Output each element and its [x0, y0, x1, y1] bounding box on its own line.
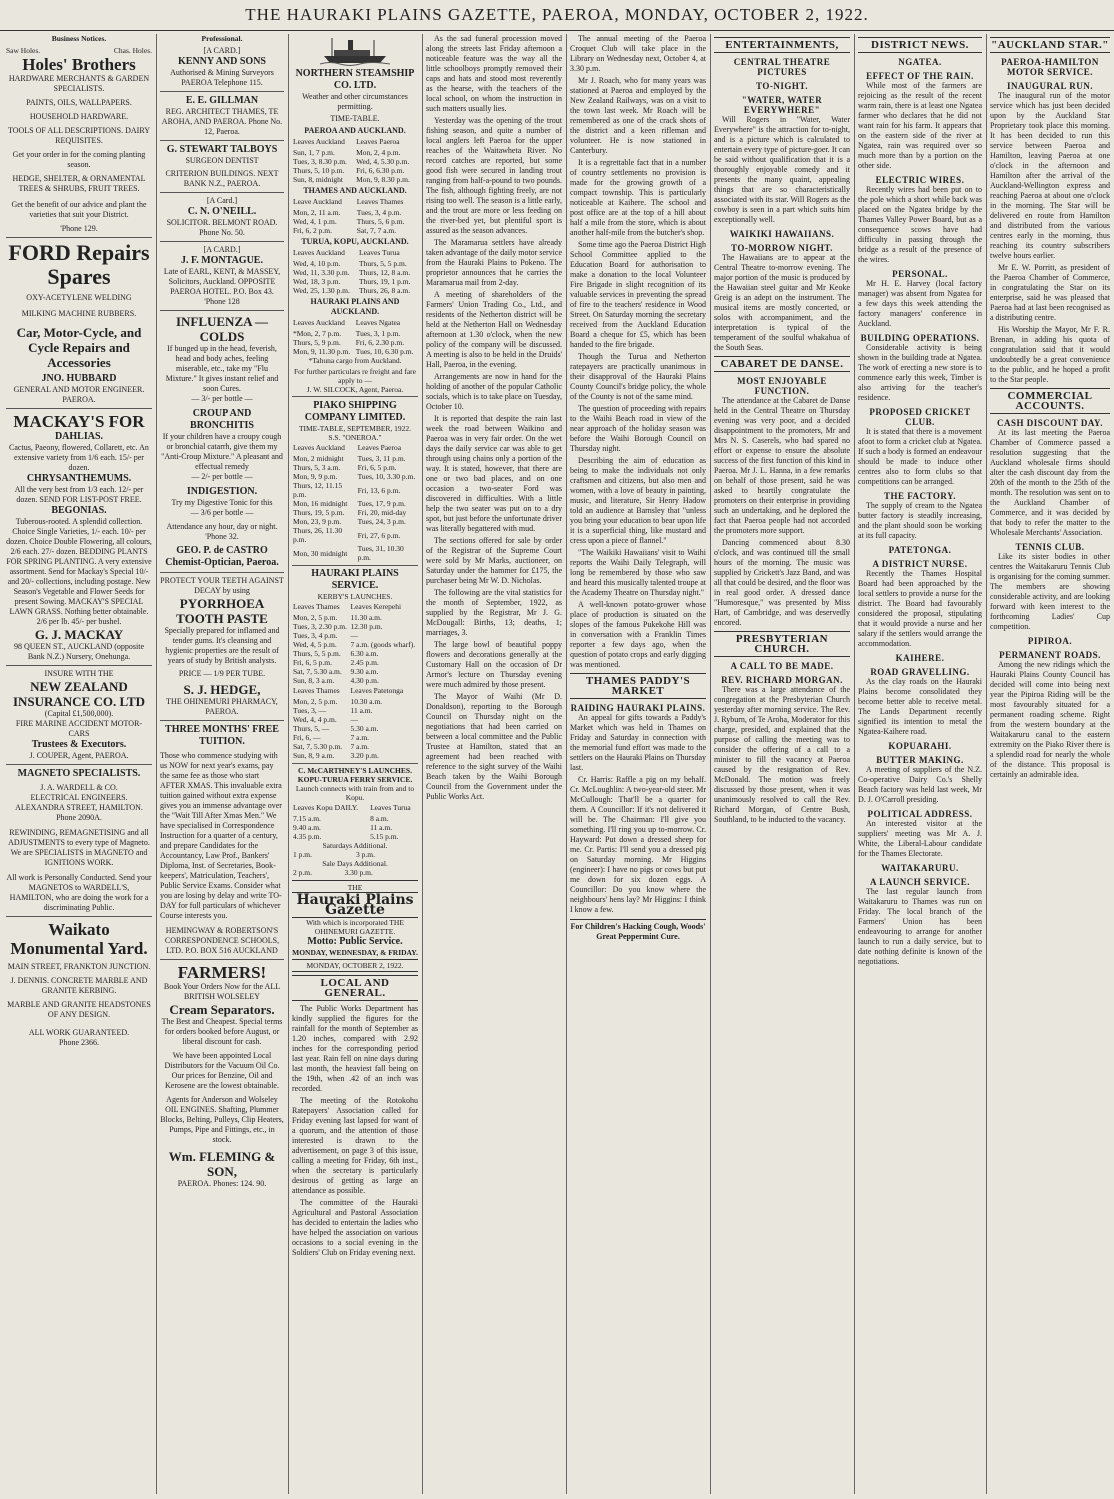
ad-line: Authorised & Mining Surveyors PAEROA Telephone 115. [170, 68, 274, 87]
paragraph: Among the new ridings which the Hauraki Plains County Council has decided will come into being next year the Pipiroa Riding will be the most favourably situated for a permanent roading scheme. Right from the western boundary at the Waitakaruru canal to the eastern extremity on the Piako River there is a splendid road for nearly the whole of the distance. This proposal is certainly an admirable idea. [990, 660, 1110, 779]
ad-title: CROUP AND BRONCHITIS [190, 408, 254, 431]
mackay-ad [6, 409, 152, 666]
ad-price: — 3/- per bottle — [191, 394, 253, 403]
paragraph: A meeting of suppliers of the N.Z. Co-operative Dairy Co.'s Shelly Beach factory was held last week, Mr D. J. O'Carroll presiding. [858, 765, 982, 804]
article-subhead: PERMANENT ROADS. [999, 650, 1101, 660]
article-subhead: TENNIS CLUB. [1015, 542, 1085, 552]
ad-line: If your children have a croupy cough or bronchial catarrh, give them my "Anti-Croup Mixture." A pleasant and effectual remedy [161, 432, 283, 471]
toothpaste-ad [160, 573, 284, 721]
article-subhead: BUTTER MAKING. [876, 755, 964, 765]
kenny-card [160, 43, 284, 92]
ad-line: For further particulars re freight and fare apply to — [293, 367, 417, 385]
section-heading: DISTRICT NEWS. [858, 37, 982, 53]
ad-phone: 'Phone 129. [60, 224, 98, 233]
paragraph: Yesterday was the opening of the trout fishing season, and quite a number of local anglers left Paeroa for the upper reaches of the Waitawheta River. No record catches are reported, but some good fish were secured in landing trout ranging from half-a-pound to two pounds. The fish, although fighting freely, are not rising too well. The season is a little early, and the trout are more or less feeding on the river-bed yet, but plentiful sport is assured as the season advances. [426, 116, 562, 235]
oneill-card [160, 193, 284, 242]
timetable: Leaves Thames Leaves Kerepehi Mon, 2, 5 p.m. 11.30 a.m. Tues, 3, 2.30 p.m. 12.30 p.m. Tues, 3, 4 p.m. — Wed, 4, 5 p.m. 7 a.m. (goods wharf). Thurs, 5, 5 p.m. 6.30 a.m. Fri, 6, 5 p.m. 2.45 p.m. Sat, 7, 5.30 a.m. 9.30 a.m. Sun, 8, 3 a.m. 4.30 p.m. Leaves Thames Leaves Patetonga Mon, 2, 5 p.m. 10.30 a.m. Tues, 3, — 11 a.m. Wed, 4, 4 p.m. — Thurs, 5, — 5.30 a.m. Fri, 6, — 7 a.m. Sat, 7, 5.30 p.m. 7 a.m. Sun, 8, 9 a.m. 3.20 p.m. [292, 601, 418, 760]
paragraph: Considerable activity is being shown in the building trade at Ngatea. The work of erecting a new store is to commence early this week, Timber is also arriving for the teacher's residence. [858, 343, 982, 402]
paragraph: The supply of cream to the Ngatea butter factory is steadily increasing, and the plant should soon be working at its full capacity. [858, 501, 982, 540]
article-subhead: ELECTRIC WIRES. [875, 175, 965, 185]
ad-price: PRICE — 1/9 PER TUBE. [178, 669, 266, 678]
ad-line: 98 QUEEN ST., AUCKLAND (opposite Bank N.Z.) Nursery, Onehunga. [13, 642, 145, 661]
table-row: Tues, 3, 4 p.m. — [293, 631, 358, 640]
ad-title: MACKAY'S FOR [13, 412, 145, 431]
section-heading: ENTERTAINMENTS, [714, 37, 850, 53]
holes-name: Saw Holes. [6, 46, 41, 55]
article-subhead: "WATER, WATER EVERYWHERE" [741, 95, 823, 115]
ad-line: PAINTS, OILS, WALLPAPERS. [26, 98, 132, 107]
ad-title: C. McCARTHNEY'S LAUNCHES. KOPU-TURUA FERRY SERVICE. [292, 763, 418, 784]
table-row: Thurs, 5, — 5.30 a.m. [293, 724, 379, 733]
nameplate-line: With which is incorporated THE OHINEMURI GAZETTE. [306, 918, 404, 936]
table-row: Wed, 25, 1.30 p.m. Thurs, 26, 8 a.m. [293, 286, 411, 295]
table-row: Tues, 3, 2.30 p.m. 12.30 p.m. [293, 622, 383, 631]
ad-title: Wm. FLEMING & SON, [168, 1149, 276, 1179]
ad-title: Spares [47, 264, 111, 289]
paragraph: The large bowl of beautiful poppy flowers and decorations generally at the Customary Hall on the occasion of Dr Armor's lecture on Thursday evening were much admired by those present. [426, 640, 562, 689]
timetable-header: Leaves Auckland [293, 137, 345, 146]
column-rule [566, 34, 567, 1494]
column-local-news [426, 34, 562, 1492]
table-row: Thurs, 19, 5 p.m. Fri, 20, mid-day [293, 508, 407, 517]
ad-line: SURGEON DENTIST [185, 156, 259, 165]
paragraph: It is reported that despite the rain last week the road between Waikino and Paeroa was in very fair order. On the wet days the daily service car was able to get through using chains only a portion of the way. It is stated, however, that there are one or two bad places, and on one occasion a two-seater Ford was discovered in difficulties. With a little help the two seater was put on to a dry spot, but just before the unfortunate driver was literally begattered with mud. [426, 414, 562, 533]
table-row: Sun, 8, 3 a.m. 4.30 p.m. [293, 676, 379, 685]
route-heading: THAMES AND AUCKLAND. [303, 186, 407, 195]
district-heading: PIPIROA. [1027, 636, 1073, 646]
ad-line: Those who commence studying with us NOW for next year's exams, pay the same fee as those who start AFTER XMAS. This invaluable extra tuition gained without extra expense gives you an immense advantage over the "Wait Till After Xmas Men." We have specialised in Correspondence Instruction for a quarter of a century, and prepare Candidates for the Accountancy, Law Prof., Bankers' Diploma, Inst. of Secretaries, Book-keepers', Matriculation, Teachers', Public Service Exams. Consider what you are losing by delay and write TO-DAY for full particulars of whichever Course interests you. [160, 751, 282, 920]
ad-title: PYORRHOEA TOOTH PASTE [176, 596, 268, 626]
ad-line: J. COUPER, Agent, PAEROA. [29, 751, 129, 760]
holes-brothers-ad [6, 43, 152, 238]
table-row: Thurs, 5, 3 a.m. Fri, 6, 5 p.m. [293, 463, 397, 472]
section-heading: LOCAL AND GENERAL. [292, 975, 418, 1001]
timetable-note: *Tahuna cargo from Auckland. [308, 356, 402, 365]
ad-line: REWINDING, REMAGNETISING and all ADJUSTMENTS to every type of Magneto. We are SPECIALISTS in MAGNETO and IGNITIONS WORK. [8, 828, 150, 867]
paragraph: The Maramarua settlers have already taken advantage of the daily motor service from the Hauraki Plains to Pokeno. The proprietor announces that he carries the Maramarua mail from 2-day. [426, 238, 562, 287]
table-row: Mon, 2 midnight Tues, 3, 11 p.m. [293, 454, 406, 463]
table-row: Sun, 8, 9 a.m. 3.20 p.m. [293, 751, 379, 760]
district-heading: KOPUARAHI. [888, 741, 952, 751]
paragraph: The inaugural run of the motor service which has just been decided upon by the Auckland Star Proprietary took place this morning. It has been decided to run this service between Paeroa and Hamilton, leaving Paeroa at one o'clock in the afternoon and Hamilton after the arrival of the Auckland-Wellington express and reaching Paeroa at about one o'clock in the morning. The Star will be delivered en route from Hamilton and distributed from the various centres early in the morning, thus reaching its country subscribers twelve hours earlier. [990, 91, 1110, 260]
nameplate-motto: Motto: Public Service. [307, 936, 403, 947]
table-row: Wed, 18, 3 p.m. Thurs, 19, 1 p.m. [293, 277, 411, 286]
table-row: Wed, 11, 3.30 p.m. Thurs, 12, 8 a.m. [293, 268, 411, 277]
ad-line: Attendance any hour, day or night. 'Phone 32. [166, 522, 278, 541]
timetable-title: TIME-TABLE. [330, 114, 380, 123]
ad-line: ALL WORK GUARANTEED. [28, 1028, 130, 1037]
article-body [292, 1004, 418, 1258]
ad-line: MAIN STREET, FRANKTON JUNCTION. [7, 962, 151, 971]
dateline: MONDAY, OCTOBER 2, 1922. [292, 959, 418, 972]
table-row: Mon, 2, 5 p.m. 10.30 a.m. [293, 697, 383, 706]
table-row: Mon, 9, 9 p.m. Tues, 10, 3.30 p.m. [293, 472, 416, 481]
ad-line: PROTECT YOUR TEETH AGAINST DECAY by using [160, 576, 284, 595]
column-local-news-2 [570, 34, 706, 1492]
ad-line: Specially prepared for inflamed and tender gums. It's cleansing and hygienic properties are the result of years of study by British analysts. [164, 626, 280, 665]
district-heading: PATETONGA. [888, 545, 952, 555]
paragraph: The Mayor of Waihi (Mr D. Donaldson), reporting to the Borough Council on Thursday night on the negotiations that had been carried on between a local committee and the Public Trustee at Hamilton, stated that an agreement had been reached with reference to the sight survey of the Waihi Beach taken by the Waihi Borough Council from the Government under the Public Works Act. [426, 692, 562, 801]
ad-title: JNO. HUBBARD [41, 373, 117, 384]
table-row: Fri, 6, — 7 a.m. [293, 733, 370, 742]
article-headline: CABARET DE DANSE. [714, 356, 850, 372]
ford-ad [6, 238, 152, 409]
ad-line: ELECTRICAL ENGINEERS. ALEXANDRA STREET, HAMILTON. Phone 2090A. [15, 793, 143, 822]
article-subhead: CENTRAL THEATRE PICTURES [733, 57, 831, 77]
ad-price: — 2/- per bottle — [191, 472, 253, 481]
route-heading: HAURAKI PLAINS AND AUCKLAND. [310, 297, 400, 316]
ad-line: All the very best from 1/3 each. 12/- per dozen. SEND FOR LIST-POST FREE. [14, 485, 144, 504]
ad-line: TIME-TABLE, SEPTEMBER, 1922. S.S. "ONEROA." [298, 424, 412, 442]
paragraph: The following are the vital statistics for the month of September, 1922, as supplied by the Registrar, Mr J. G. McDougall: Births, 13; deaths, 1; marriages, 3. [426, 588, 562, 637]
ad-title: J. F. MONTAGUE. [181, 255, 263, 266]
article-headline: THAMES PADDY'S MARKET [570, 673, 706, 699]
ad-line: (Capital £1,500,000). [44, 709, 114, 718]
ad-title: THREE MONTHS' FREE TUITION. [165, 724, 279, 747]
paragraph: An appeal for gifts towards a Paddy's Market which was held in Thames on Friday and Saturday in connection with the memorial fund effort was made to the settlers on the Hauraki Plains on Thursday last. [570, 713, 706, 772]
ad-title: INDIGESTION. [186, 486, 258, 497]
column-rule [288, 34, 289, 1494]
paragraph: The committee of the Hauraki Agricultural and Pastoral Association has decided to entertain the ladies who have helped the association on various occasions to a social evening in the Soldiers' Club on Friday evening next. [292, 1198, 418, 1257]
article-subhead: PERSONAL. [892, 269, 948, 279]
ad-title: NEW ZEALAND INSURANCE CO. LTD [12, 679, 146, 709]
ad-line: MARBLE AND GRANITE HEADSTONES OF ANY DESIGN. [7, 1000, 151, 1019]
ad-title: MAGNETO SPECIALISTS. [17, 768, 141, 779]
insurance-ad [6, 666, 152, 765]
paragraph: Describing the aim of education as being to make the individuals not only craftsmen and citizens, but also men and women, with a love of beauty in painting, music, and literature, Sir Henry Hadow told an audience at Barnsley that "unless you bring your education to bear upon life it is a superficial thing, like mustard and cress upon a piece of flannel." [570, 456, 706, 545]
farmers-ad [160, 960, 284, 1192]
card-label: [A Card.] [206, 196, 238, 205]
ad-line: Try my Digestive Tonic for this [171, 498, 273, 507]
monumental-ad [6, 917, 152, 1051]
chemist-ad [160, 311, 284, 573]
timetable-note: Saturdays Additional. [322, 841, 388, 850]
article-subhead: REV. RICHARD MORGAN. [721, 675, 843, 685]
timetable: Leaves Auckland Leaves Paeroa Mon, 2 midnight Tues, 3, 11 p.m. Thurs, 5, 3 a.m. Fri, 6, 5 p.m. Mon, 9, 9 p.m. Tues, 10, 3.30 p.m. Thurs, 12, 11.15 p.m. Fri, 13, 6 p.m. Mon, 16 midnight Tues, 17, 9 p.m. Thurs, 19, 5 p.m. Fri, 20, mid-day Mon, 23, 9 p.m. Tues, 24, 3 p.m. Thurs, 26, 11.30 p.m. Fri, 27, 6 p.m. Mon, 30 midnight Tues, 31, 10.30 p.m. [292, 442, 418, 562]
ad-line: J. W. SILCOCK, Agent, Paeroa. [292, 385, 418, 397]
route-heading: PAEROA AND AUCKLAND. [304, 126, 406, 135]
paragraph: It is a regrettable fact that in a number of country settlements no provision is made for the growing growth of a compact township. This is particularly noticeable at Kaihere. The school and post office are at the top of a hill about half a mile from the store, which is about another half-mile from the butcher's shop. [570, 158, 706, 237]
nameplate-the: THE [347, 883, 363, 892]
ad-phone: Phone 2366. [59, 1038, 99, 1047]
ad-title: Waikato Monumental Yard. [10, 920, 148, 958]
paragraph: Will Rogers in "Water, Water Everywhere" is the attraction for to-night, and is a picture which is calculated to entertain every type of picture-goer. It can be said without qualification that it is a thoroughly enjoyable comedy and it presents the many quaint, appealing things that are so characteristically associated with its star. Will Rogers as the cowboy is seen in a part which suits him exceptionally well. [714, 115, 850, 224]
ad-line: All work is Personally Conducted. Send your MAGNETOS to WARDELL'S, HAMILTON, who are doing the work for a discriminating Public. [6, 873, 152, 912]
ad-line: J. A. WARDELL & CO. [40, 783, 118, 792]
column-entertainments [714, 34, 850, 1492]
ad-title: Car, Motor-Cycle, and Cycle Repairs and Accessories [16, 325, 142, 370]
article-subhead: PAEROA-HAMILTON MOTOR SERVICE. [1001, 57, 1099, 77]
table-row: Mon, 2, 5 p.m. 11.30 a.m. [293, 613, 382, 622]
paragraph: The sections offered for sale by order of the Registrar of the Supreme Court were sold by Mr Marks, auctioneer, on Saturday under the hammer for £175, the purchaser being Mr W. D. Nicholas. [426, 536, 562, 585]
ad-line: Launch connects with train from and to Kopu. [295, 784, 415, 802]
ad-title: PIAKO SHIPPING COMPANY LIMITED. [304, 400, 406, 423]
ad-title: INFLUENZA — COLDS [175, 314, 269, 344]
article-subhead: CASH DISCOUNT DAY. [997, 418, 1103, 428]
table-row: Tues, 3, — 11 a.m. [293, 706, 373, 715]
gillman-card [160, 92, 284, 141]
table-row: Sun, 8, midnight Mon, 9, 8.30 p.m. [293, 175, 410, 184]
timetable: Leaves Auckland Leaves Ngatea *Mon, 2, 7 p.m. Tues, 3, 1 p.m. Thurs, 5, 9 p.m. Fri, 6, 2.30 p.m. Mon, 9, 11.30 p.m. Tues, 10, 6.30 p.m. [292, 317, 418, 356]
article-subhead: WAIKIKI HAWAIIANS. [729, 229, 835, 239]
article-headline: "AUCKLAND STAR." [991, 39, 1109, 51]
paragraph: Mr E. W. Porritt, as president of the Paeroa Chamber of Commerce, in congratulating the Star on its enterprise, said he was pleased that Paeroa had at last been recognised as a distributing centre. [990, 263, 1110, 322]
table-row: Wed, 4, 5 p.m. 7 a.m. (goods wharf). [293, 640, 416, 649]
article-subhead: INAUGURAL RUN. [1006, 81, 1093, 91]
timetable [292, 850, 418, 859]
ad-line: Late of EARL, KENT, & MASSEY, Solicitors, Auckland. OPPOSITE PAEROA HOTEL. P.O. Box 43. 'Phone 128 [163, 267, 281, 306]
timetable-header: Leaves Paeroa [356, 137, 400, 146]
ad-title: KENNY AND SONS [178, 56, 266, 67]
column-rule [986, 34, 987, 1494]
paragraph: There was a large attendance of the congregation at the Presbyterian Church yesterday after morning service. The Rev. J. Ryburn, of Te Aroha, Moderator for this charge, presided, and explained that the purpose of calling the meeting was to consider the offering of a call to a minister to fill the vacancy at Paeroa caused by the resignation of Rev. McDonald. The motion was freely discussed by those present, when it was unanimously resolved to call the Rev. Richard Morgan, of Centre Bush, Southland, to be inducted to the vacancy. [714, 685, 850, 824]
column-business-notices [6, 34, 152, 1492]
table-row: Thurs, 5, 5 p.m. 6.30 a.m. [293, 649, 379, 658]
ad-subtitle: DAHLIAS. [54, 431, 104, 442]
table-row: *Mon, 2, 7 p.m. Tues, 3, 1 p.m. [293, 329, 401, 338]
article-subhead: EFFECT OF THE RAIN. [866, 71, 974, 81]
ad-subtitle: Trustees & Executors. [31, 739, 127, 750]
table-row: Wed, 4, 10 p.m. Thurs, 5, 5 p.m. [293, 259, 407, 268]
magneto-ad [6, 765, 152, 917]
table-row: Wed, 4, 4 p.m. — [293, 715, 358, 724]
ad-subtitle: CHRYSANTHEMUMS. [26, 473, 132, 484]
district-heading: WAITAKARURU. [881, 863, 959, 873]
column-shipping-local [292, 34, 418, 1492]
paragraph: It is stated that there is a movement afoot to form a cricket club at Ngatea. If such a body is formed an endeavour should be made to induce other centres also to form clubs so that competitions can be arranged. [858, 427, 982, 486]
ad-line: MILKING MACHINE RUBBERS. [21, 309, 137, 318]
cough-cure-ad: For Children's Hacking Cough, Woods' Great Peppermint Cure. [570, 919, 706, 942]
table-row: Wed, 4, 1 p.m. Thurs, 5, 6 p.m. [293, 217, 405, 226]
table-row: Mon, 30 midnight Tues, 31, 10.30 p.m. [293, 544, 404, 562]
ad-line: Weather and other circumstances permitting. [302, 92, 408, 111]
column-rule [854, 34, 855, 1494]
table-row: Sun, 1, 7 p.m. Mon, 2, 4 p.m. [293, 148, 401, 157]
ad-line: REG. ARCHITECT THAMES, TE AROHA, AND PAEROA. Phone No. 12, Paeroa. [161, 107, 283, 136]
table-row: 2 p.m. 3.30 p.m. [293, 868, 373, 877]
paragraph: As the clay roads on the Hauraki Plains become consolidated they become better able to receive metal. The Lands Department recently signified its intention to metal the Ngatea-Kaihere road. [858, 677, 982, 736]
paragraph: Some time ago the Paeroa District High School Committee applied to the Education Board for authorisation to make a donation to the local Volunteer Fire Brigade in slight recognition of its valuable services in preventing the spread of fire to the teachers' residence in Wood Street. On Saturday morning the secretary received from the Auckland Education Board a cheque for £5, which has been handed to the fire brigade. [570, 240, 706, 349]
ad-line: TOOLS OF ALL DESCRIPTIONS. DAIRY REQUISITES. [7, 126, 150, 145]
paragraph: The meeting of the Rotokohu Ratepayers' Association called for Friday evening last lapsed for want of a quorum, and the attention of those interested is drawn to the advertisement, on page 3 of this issue, calling a meeting for Friday, 6th inst., when the secretary is particularly desirous of getting as large an attendance as possible. [292, 1096, 418, 1195]
ad-title: GEO. P. de CASTRO Chemist-Optician, Paeroa. [165, 545, 279, 568]
table-row: Mon, 23, 9 p.m. Tues, 24, 3 p.m. [293, 517, 406, 526]
paragraph: As the sad funeral procession moved along the streets last Friday afternoon a noticeable feature was the way all the little schoolboys promptly removed their caps and hats and stood most reverently as the hearse, with the teachers of the local school, on whom the instruction in such matters usually lies. [426, 34, 562, 113]
route-heading: TURUA, KOPU, AUCKLAND. [301, 237, 409, 246]
article-subhead: MOST ENJOYABLE FUNCTION. [737, 376, 827, 396]
paragraph: An interested visitor at the suppliers' meeting was Mr A. J. White, the Liberal-Labour candidate for the Thames Electorate. [858, 819, 982, 858]
article-subhead: A LAUNCH SERVICE. [870, 877, 970, 887]
paragraph: While most of the farmers are rejoicing as the result of the recent warm rain, there is at least one Ngatea farmer who declares that he did not want rain for his farm. It appears that on the eastern side of the river at Ngatea, rain was required over so much more than by a portion on the other side. [858, 81, 982, 170]
table-row: Thurs, 5, 10 p.m. Fri, 6, 6.30 p.m. [293, 166, 405, 175]
section-label: Business Notices. [51, 34, 107, 43]
paragraph: The Public Works Department has kindly supplied the figures for the rainfall for the month of September as 1.20 inches, compared with 2.92 inches for the corresponding period last year. Rain fell on nine days during last month, the heaviest fall being on the 19th, when .42 of an inch was recorded. [292, 1004, 418, 1093]
district-heading: KAIHERE. [895, 653, 945, 663]
ad-line: Cactus, Paeony, flowered, Collarett, etc. An extensive variety from 1/6 each. 15/- per dozen. [9, 443, 149, 472]
paragraph: Like its sister bodies in other centres the Waitakaruru Tennis Club is organising for the coming summer. The members are showing considerable activity, and are looking forward with keen interest to the forthcoming Ladies' Cup competition. [990, 552, 1110, 631]
paragraph: The question of proceeding with repairs to the Waihi Beach road in view of the near approach of the holiday season was before the Waihi Borough Council on Thursday night. [570, 404, 706, 453]
ad-line: THE OHINEMURI PHARMACY, PAEROA. [166, 697, 278, 716]
steamship-icon [320, 36, 390, 66]
column-professional [160, 34, 284, 1492]
table-row: 9.40 a.m. 11 a.m. [293, 823, 393, 832]
ad-title: HAURAKI PLAINS SERVICE. [292, 565, 418, 592]
ad-title: C. N. O'NEILL. [187, 206, 257, 217]
paragraph: The last regular launch from Waitakaruru to Thames was run on Friday. The local branch of the Farmers' Union has been endeavouring to arrange for another launch to run a daily service, but to date nothing definite is known of the negotiations. [858, 887, 982, 966]
column-district-news [858, 34, 982, 1492]
ad-line: If bunged up in the head, feverish, head and body aches, feeling miserable, etc., take my "Flu Mixture." It gives instant relief and soon Cures. [165, 344, 279, 393]
article-headline: COMMERCIAL ACCOUNTS. [990, 388, 1110, 414]
paragraph: Recently wires had been put on to the pole which a short while back was placed on the Ngatea bridge by the Thames Valley Power Board, but as a consequence scows have had difficulty in passing through the bridge as a result of the presence of the wires. [858, 185, 982, 264]
ad-title: S. J. HEDGE, [183, 682, 261, 697]
ad-title: Holes' Brothers [22, 55, 136, 74]
timetable [292, 868, 418, 877]
ad-title: G. J. MACKAY [34, 627, 124, 642]
section-label: Professional. [201, 34, 243, 43]
paragraph: Though the Turua and Netherton ratepayers are practically unanimous in their disapproval of the Hauraki Plains County Council's bridge policy, the whole of the County is not of the same mind. [570, 352, 706, 401]
ad-line: We have been appointed Local Distributors for the Vacuum Oil Co. Our prices for Benzine, Oil and Kerosene are the lowest obtainable. [164, 1051, 280, 1090]
nameplate: Hauraki Plains Gazette [292, 892, 418, 918]
column-star-commercial [990, 34, 1110, 1492]
ad-line: HOUSEHOLD HARDWARE. [29, 112, 129, 121]
article-subhead: ROAD GRAVELLING. [870, 667, 970, 677]
column-rule [156, 34, 157, 1494]
paragraph: His Worship the Mayor, Mr F. R. Brenan, in adding his quota of congratulation said that it would undoubtedly be a great convenience to the public, and he hoped a profit to the Star people. [990, 325, 1110, 384]
timetable: Leaves Kopu DAILY. Leaves Turua 7.15 a.m. 8 a.m. 9.40 a.m. 11 a.m. 4.35 p.m. 5.15 p.m. [292, 802, 418, 841]
ad-line: Get your order in for the coming planting season. [12, 150, 146, 169]
nameplate-days: MONDAY, WEDNESDAY, & FRIDAY. [292, 948, 418, 957]
paragraph: "The Waikiki Hawaiians' visit to Waihi reports the Waihi Daily Telegraph, will long be remembered by those who saw and heard this musically talented troupe at the Academy Theatre on Thursday night." [570, 548, 706, 597]
article-subhead: PROPOSED CRICKET CLUB. [869, 407, 971, 427]
table-row: Mon, 9, 11.30 p.m. Tues, 10, 6.30 p.m. [293, 347, 414, 356]
table-row: Fri, 6, 5 p.m. 2.45 p.m. [293, 658, 379, 667]
table-row: Mon, 16 midnight Tues, 17, 9 p.m. [293, 499, 406, 508]
ad-title: G. STEWART TALBOYS [166, 144, 278, 155]
ad-line: SOLICITOR. BELMONT ROAD. Phone No. 50. [166, 218, 278, 237]
card-label: [A CARD.] [203, 46, 241, 55]
ad-line: Book Your Orders Now for the ALL BRITISH WOLSELEY [163, 982, 281, 1001]
talboys-card [160, 141, 284, 193]
ad-line: HEMINGWAY & ROBERTSON'S CORRESPONDENCE SCHOOLS, LTD. P.O. BOX 516 AUCKLAND [164, 926, 280, 955]
article-subhead: A CALL TO BE MADE. [730, 661, 834, 671]
paragraph: Arrangements are now in hand for the holding of another of the popular Catholic socials, which is to take place on Tuesday, October 10. [426, 372, 562, 411]
ad-line: Tuberous-rooted. A splendid collection. Choice Single Varieties, 1/- each. 10/- per dozen. Choice Double Flowering, all colours, 2/6 each. 27/- dozen. BEDDING PLANTS FOR SPRING PLANTING. A very extensive assortment. Send for Mackay's Special 10/- and 20/- collections, including postage. New Season's Vegetable and Flower Seeds for present Sowing. MACKAY'S SPECIAL LAWN GRASS. Nothing better obtainable. 2/6 per lb. 45/- per bushel. [6, 517, 152, 626]
tuition-ad [160, 721, 284, 960]
ad-line: Get the benefit of our advice and plant the varieties that suit your District. [11, 200, 147, 219]
paragraph: The annual meeting of the Paeroa Croquet Club will take place in the Library on Wednesday next, October 4, at 3.30 p.m. [570, 34, 706, 73]
ad-title: FARMERS! [177, 963, 267, 982]
article-subhead: A DISTRICT NURSE. [872, 559, 968, 569]
article-subhead: TO-NIGHT. [756, 81, 808, 91]
ad-line: GENERAL AND MOTOR ENGINEER. PAEROA. [13, 385, 145, 404]
table-row: 1 p.m. 3 p.m. [293, 850, 375, 859]
table-row: 4.35 p.m. 5.15 p.m. [293, 832, 399, 841]
ad-line: PAEROA. Phones: 124. 90. [177, 1179, 267, 1188]
article-subhead: THE FACTORY. [883, 491, 957, 501]
table-row: Thurs, 26, 11.30 p.m. Fri, 27, 6 p.m. [293, 526, 401, 544]
ad-title: FORD Repairs [8, 240, 150, 265]
timetable-note: Sale Days Additional. [322, 859, 388, 868]
table-row: Fri, 6, 2 p.m. Sat, 7, 7 a.m. [293, 226, 397, 235]
ad-line: INSURE WITH THE [44, 669, 114, 678]
card-label: [A CARD.] [203, 245, 241, 254]
ad-title: NORTHERN STEAMSHIP CO. LTD. [295, 68, 415, 91]
paragraph: Mr H. E. Harvey (local factory manager) was absent from Ngatea for a few days this week attending the factory managers' conference in Auckland. [858, 279, 982, 328]
ad-line: KERBY'S LAUNCHES. [317, 592, 393, 601]
table-row: 7.15 a.m. 8 a.m. [293, 814, 389, 823]
ad-line: Agents for Anderson and Wolseley OIL ENGINES. Shafting, Plummer Blocks, Belting, Pulleys, Clip Heaters, Pumps, Pipe and Fittings, etc., in stock. [160, 1095, 284, 1144]
timetable [292, 136, 418, 184]
table-row: Thurs, 5, 9 p.m. Fri, 6, 2.30 p.m. [293, 338, 405, 347]
table-row: Tues, 3, 8.30 p.m. Wed, 4, 5.30 p.m. [293, 157, 410, 166]
column-rule [710, 34, 711, 1494]
masthead: THE HAURAKI PLAINS GAZETTE, PAEROA, MONDAY, OCTOBER 2, 1922. [0, 0, 1114, 31]
ad-title: E. E. GILLMAN [185, 95, 259, 106]
paragraph: A meeting of shareholders of the Farmers' Union Trading Co., Ltd., and residents of the Netherton district will be held at the Netherton Hall on Wednesday afternoon at 1.30 o'clock, when the new policy of the company will be discussed. A meeting is also to be held in the Druids' Hall, Paeroa, in the evening. [426, 290, 562, 369]
paragraph: A well-known potato-grower whose place of production is situated on the slopes of the famous Pukekohe Hill was in conversation with a Franklin Times reporter a few days ago, when the question of potato crops and early digging was mentioned. [570, 600, 706, 669]
ad-line: FIRE MARINE ACCIDENT MOTOR-CARS [15, 719, 143, 738]
article-subhead: POLITICAL ADDRESS. [867, 809, 973, 819]
article-subhead: BUILDING OPERATIONS. [860, 333, 980, 343]
ad-price: — 3/6 per bottle — [190, 508, 254, 517]
article-subhead: RAIDING HAURAKI PLAINS. [570, 703, 706, 713]
table-row: Sat, 7, 5.30 p.m. 7 a.m. [293, 742, 370, 751]
ad-line: J. DENNIS. CONCRETE MARBLE AND GRANITE KERBING. [10, 976, 148, 995]
ad-subtitle: BEGONIAS. [51, 505, 107, 516]
montague-card [160, 242, 284, 311]
timetable: Leave Auckland Leaves Thames Mon, 2, 11 a.m. Tues, 3, 4 p.m. Wed, 4, 1 p.m. Thurs, 5, 6 p.m. Fri, 6, 2 p.m. Sat, 7, 7 a.m. [292, 196, 418, 235]
article-subhead: TO-MORROW NIGHT. [730, 243, 833, 253]
ad-line: HEDGE, SHELTER, & ORNAMENTAL TREES & SHRUBS, FRUIT TREES. [12, 174, 146, 193]
paragraph: The Hawaiians are to appear at the Central Theatre to-morrow evening. The major portion of the music is produced by the Hawaiian steel guitar and Mr Keoke Greig is an adept on the instrument. The musical items are mostly concerted, or solos with accompaniment, and the interpretation is typical of the temperament of the soulful whakahua of the South Seas. [714, 253, 850, 352]
ad-line: OXY-ACETYLENE WELDING [26, 293, 132, 302]
holes-name: Chas. Holes. [113, 46, 152, 55]
paragraph: At its last meeting the Paeroa Chamber of Commerce passed a resolution suggesting that the Auckland wholesale firms should alter the cash discount day from the 20th of the month to the 25th of the month. The resolution was sent on to the Auckland Chamber of Commerce, and it was decided by that body to refer the matter to the Wholesale Merchants' Association. [990, 428, 1110, 537]
paragraph: The attendance at the Cabaret de Danse held in the Central Theatre on Thursday evening was very poor, and a decided disappointment to the promoters, Mr and Mrs N. S. Caserels, who had spared no effort or expense to ensure the absolute success of the first function of this kind in Paeroa. Mr J. L. Hanna, in a few remarks on behalf of those present, said he was asked to heartily congratulate the promoters on their enterprise in providing such an undertaking, and he deplored the fact that Paeroa people had not accorded the promoters more support. [714, 396, 850, 535]
column-rule [422, 34, 423, 1494]
paragraph: Dancing commenced about 8.30 o'clock, and was continued till the small hours of the morning. The music was supplied by Crickett's Jazz Band, and was all that could be desired, and the floor was in real good order. A dressed dance "Humoresque," was presented by Miss Hart, of Cambridge, and was deservedly encored. [714, 538, 850, 627]
table-row: Mon, 2, 11 a.m. Tues, 3, 4 p.m. [293, 208, 402, 217]
district-heading: NGATEA. [898, 57, 942, 67]
ad-line: The Best and Cheapest. Special terms for orders booked before August, or liberal discount for cash. [161, 1017, 283, 1046]
timetable: Leaves Auckland Leaves Turua Wed, 4, 10 p.m. Thurs, 5, 5 p.m. Wed, 11, 3.30 p.m. Thurs, 12, 8 a.m. Wed, 18, 3 p.m. Thurs, 19, 1 p.m. Wed, 25, 1.30 p.m. Thurs, 26, 8 a.m. [292, 247, 418, 295]
paragraph: Recently the Thames Hospital Board had been approached by the local settlers to provide a nurse for the district. The Board had favourably considered the proposal, stipulating that it would provide a nurse and her salary if the settlers would arrange the accommodation. [858, 569, 982, 648]
table-row: Thurs, 12, 11.15 p.m. Fri, 13, 6 p.m. [293, 481, 401, 499]
paragraph: Mr J. Roach, who for many years was stationed at Paeroa and employed by the New Zealand Railways, was on a visit to the town last week. Mr Roach will be remembered as one of the crack shots of the district and a keen rifleman and volunteer. He is now stationed in Canterbury. [570, 76, 706, 155]
article-headline: PRESBYTERIAN CHURCH. [714, 631, 850, 657]
paragraph: Cr. Harris: Raffle a pig on my behalf. Cr. McLoughlin: A two-year-old steer. Mr McCullough: That'll be a quarter for them. A Councillor: If it's not delivered it will be. The Chairman: I'll give you something. I'll ring you up to-morrow. Cr. Hayward: Put down a dressed sheep for me. Cr. Partis: I'll send you a dressed pig on Saturday morning. Mr Higgins (engineer): I have no pigs or cows but put me down for six dozen eggs. A Councillor: Do you know where the neighbours' hens lay? Mr Higgins: I think I know a few. [570, 775, 706, 914]
ad-line: CRITERION BUILDINGS. NEXT BANK N.Z., PAEROA. [165, 169, 279, 188]
ad-title: Cream Separators. [169, 1002, 275, 1017]
table-row: Sat, 7, 5.30 a.m. 9.30 a.m. [293, 667, 379, 676]
ad-line: HARDWARE MERCHANTS & GARDEN SPECIALISTS. [8, 74, 150, 93]
